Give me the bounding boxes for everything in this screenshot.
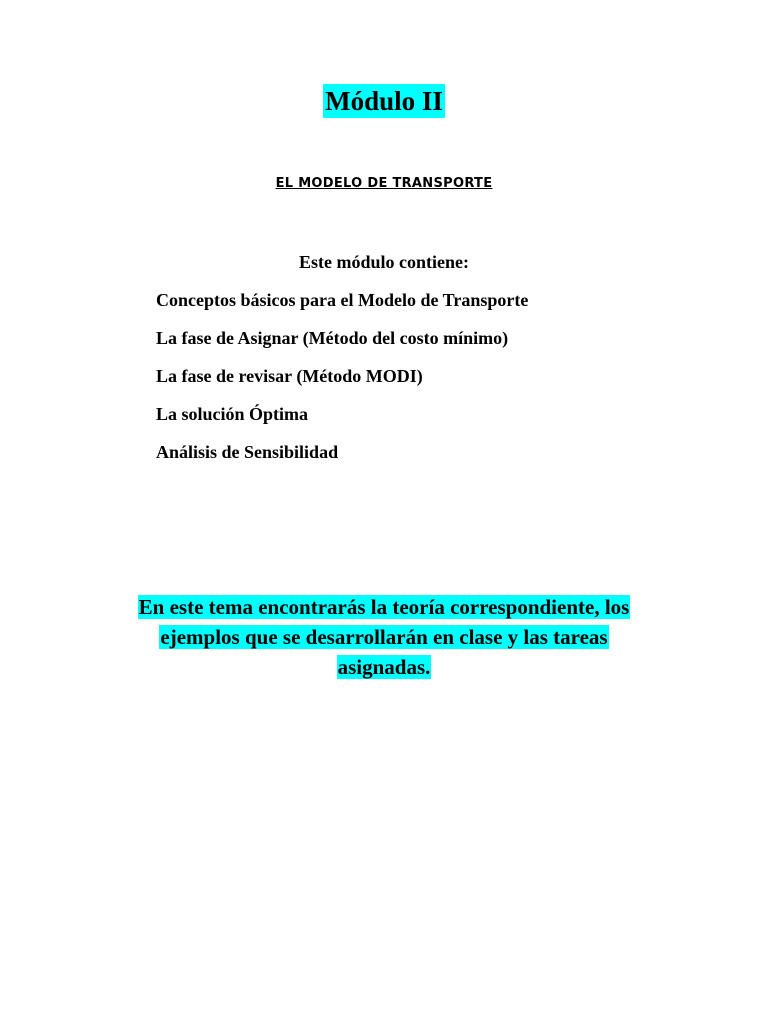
module-subtitle: EL MODELO DE TRANSPORTE: [275, 176, 493, 191]
list-item: La fase de Asignar (Método del costo mínimo): [156, 328, 509, 348]
title-container: [0, 84, 768, 118]
list-item: La solución Óptima: [156, 404, 309, 424]
page-title: Módulo II: [325, 86, 443, 116]
list-item: La fase de revisar (Método MODI): [156, 366, 423, 386]
note-line: asignadas.: [337, 655, 431, 679]
note-line: En este tema encontrarás la teoría correspondiente, los: [138, 595, 630, 619]
contents-list: [156, 289, 528, 479]
list-item: Análisis de Sensibilidad: [156, 442, 339, 462]
list-item: Conceptos básicos para el Modelo de Transporte: [156, 290, 529, 310]
intro-text: Este módulo contiene:: [299, 252, 469, 272]
note-line: ejemplos que se desarrollarán en clase y las tareas: [160, 625, 608, 649]
highlighted-note: [0, 592, 768, 682]
